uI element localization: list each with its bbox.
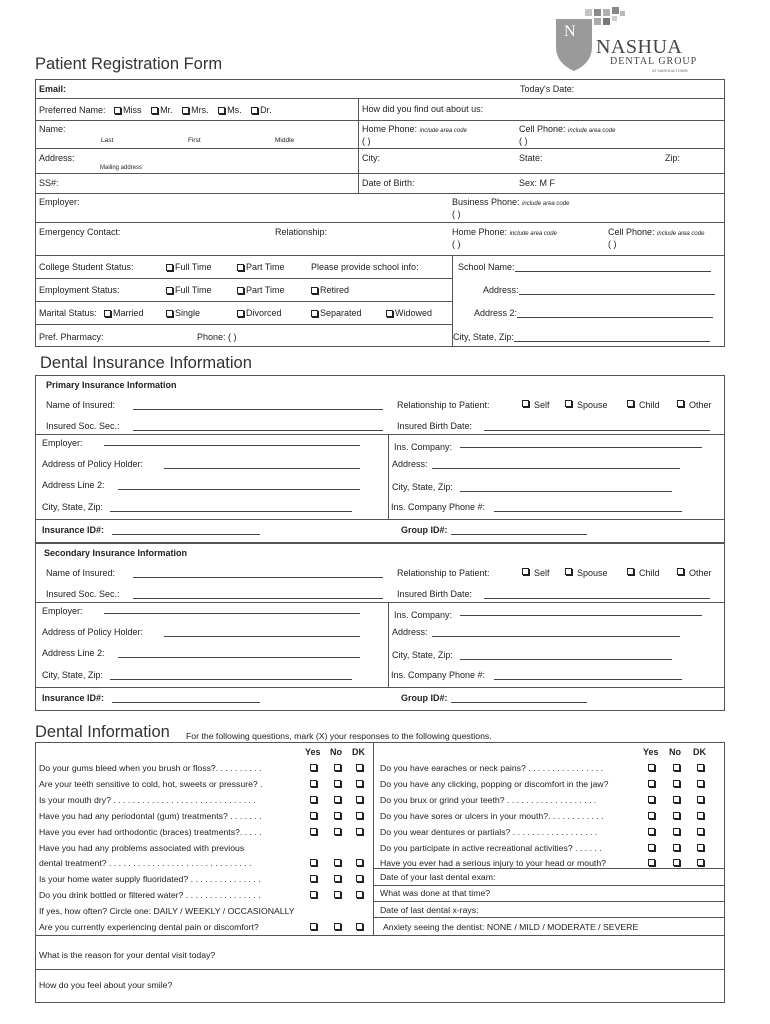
left-q6-no-checkbox[interactable] — [334, 859, 341, 866]
secondary-relationship-label: Relationship to Patient: — [397, 568, 490, 578]
right-q6-no-checkbox[interactable] — [673, 859, 680, 866]
emergency-home-phone-paren: ( ) — [452, 239, 461, 249]
emergency-contact-label: Emergency Contact: — [39, 227, 121, 237]
primary-ins-address-label: Address: — [392, 459, 428, 469]
primary-self-label: Self — [534, 400, 550, 410]
left-q10-no-checkbox[interactable] — [334, 923, 341, 930]
how-find-label: How did you find out about us: — [362, 104, 484, 114]
left-q10-dk-checkbox[interactable] — [356, 923, 363, 930]
primary-policy-city-state-zip-label: City, State, Zip: — [42, 502, 103, 512]
right-q0-yes-checkbox[interactable] — [648, 764, 655, 771]
right-q2-no-checkbox[interactable] — [673, 796, 680, 803]
left-q3-dk-checkbox[interactable] — [356, 812, 363, 819]
business-phone-field[interactable]: Business Phone: include area code — [452, 197, 570, 207]
right-q1-yes-checkbox[interactable] — [648, 780, 655, 787]
left-question-10: Are you currently experiencing dental pain or discomfort? — [39, 922, 259, 932]
todays-date-label: Today's Date: — [520, 84, 575, 94]
form-title: Patient Registration Form — [35, 55, 223, 73]
secondary-self-label: Self — [534, 568, 550, 578]
secondary-ins-city-state-zip-line[interactable] — [460, 659, 672, 660]
mailing-address-caption: Mailing address — [100, 165, 143, 171]
email-label: Email: — [39, 84, 67, 94]
married-option[interactable]: Married — [104, 308, 144, 318]
school-address-field[interactable]: Address: — [483, 285, 715, 295]
cell-phone-field[interactable]: Cell Phone: include area code — [519, 124, 616, 134]
checkbox-icon — [237, 287, 244, 294]
left-q1-dk-checkbox[interactable] — [356, 780, 363, 787]
right-dk-header: DK — [693, 747, 706, 757]
emergency-cell-phone-field[interactable]: Cell Phone: include area code — [608, 227, 705, 237]
secondary-self-checkbox[interactable] — [522, 568, 529, 575]
employment-status-label: Employment Status: — [39, 285, 120, 295]
last-name-caption: Last — [101, 137, 114, 144]
ss-label: SS#: — [39, 178, 59, 188]
checkbox-icon — [311, 287, 318, 294]
primary-insurance-id-line[interactable] — [112, 534, 260, 535]
ms-option[interactable]: Ms. — [218, 105, 242, 115]
primary-soc-sec-label: Insured Soc. Sec.: — [46, 421, 120, 431]
checkbox-icon — [237, 264, 244, 271]
left-q8-yes-checkbox[interactable] — [310, 891, 317, 898]
left-q6-yes-checkbox[interactable] — [310, 859, 317, 866]
primary-ins-city-state-zip-label: City, State, Zip: — [392, 482, 453, 492]
school-address2-field[interactable]: Address 2: — [474, 308, 713, 318]
right-q4-no-checkbox[interactable] — [673, 828, 680, 835]
state-label: State: — [519, 153, 543, 163]
primary-insurance-id-label: Insurance ID#: — [42, 525, 105, 535]
secondary-soc-sec-label: Insured Soc. Sec.: — [46, 589, 120, 599]
dental-section-title: Dental Information — [35, 723, 170, 741]
secondary-insurance-id-label: Insurance ID#: — [42, 693, 105, 703]
last-exam-label: Date of your last dental exam: — [380, 872, 496, 882]
primary-name-insured-label: Name of Insured: — [46, 400, 116, 410]
visit-reason-label: What is the reason for your dental visit today? — [39, 950, 216, 960]
secondary-policy-city-state-zip-label: City, State, Zip: — [42, 670, 103, 680]
primary-employer-line[interactable] — [104, 445, 360, 446]
secondary-ins-address-line[interactable] — [432, 636, 680, 637]
divorced-option[interactable]: Divorced — [237, 308, 282, 318]
primary-spouse-label: Spouse — [577, 400, 608, 410]
secondary-address-line2-line[interactable] — [118, 657, 360, 658]
dr-option[interactable]: Dr. — [251, 105, 272, 115]
primary-group-id-label: Group ID#: — [401, 525, 448, 535]
right-question-1: Do you have any clicking, popping or discomfort in the jaw? — [380, 779, 609, 789]
college-full-time-option[interactable]: Full Time — [166, 262, 212, 272]
employment-full-time-option[interactable]: Full Time — [166, 285, 212, 295]
secondary-policy-city-state-zip-line[interactable] — [110, 679, 352, 680]
right-no-header: No — [669, 747, 681, 757]
secondary-employer-line[interactable] — [104, 613, 360, 614]
primary-other-label: Other — [689, 400, 712, 410]
primary-ins-address-line[interactable] — [432, 468, 680, 469]
employment-part-time-option[interactable]: Part Time — [237, 285, 285, 295]
left-q3-yes-checkbox[interactable] — [310, 812, 317, 819]
secondary-insurance-header: Secondary Insurance Information — [44, 548, 188, 558]
left-question-5: Have you had any problems associated with previous — [39, 843, 245, 853]
logo — [556, 5, 716, 75]
right-q6-yes-checkbox[interactable] — [648, 859, 655, 866]
secondary-ins-company-label: Ins. Company: — [394, 610, 453, 620]
secondary-group-id-line[interactable] — [451, 702, 587, 703]
secondary-birth-date-line[interactable] — [484, 598, 710, 599]
right-q3-yes-checkbox[interactable] — [648, 812, 655, 819]
dob-label: Date of Birth: — [362, 178, 415, 188]
city-label: City: — [362, 153, 380, 163]
primary-child-label: Child — [639, 400, 660, 410]
left-q2-dk-checkbox[interactable] — [356, 796, 363, 803]
primary-policy-holder-label: Address of Policy Holder: — [42, 459, 144, 469]
insurance-section-title: Dental Insurance Information — [40, 354, 252, 372]
left-question-2: Is your mouth dry? . . . . . . . . . . . . . . . . . . . . . . . . . . . . . . — [39, 795, 256, 805]
primary-birth-date-label: Insured Birth Date: — [397, 421, 473, 431]
mr-option[interactable]: Mr. — [151, 105, 173, 115]
left-q6-dk-checkbox[interactable] — [356, 859, 363, 866]
right-q1-dk-checkbox[interactable] — [697, 780, 704, 787]
left-question-8: Do you drink bottled or filtered water? . . . . . . . . . . . . . . . . — [39, 890, 261, 900]
preferred-name-label: Preferred Name: — [39, 105, 106, 115]
college-status-label: College Student Status: — [39, 262, 134, 272]
left-q7-no-checkbox[interactable] — [334, 875, 341, 882]
left-question-6: dental treatment? . . . . . . . . . . . . . . . . . . . . . . . . . . . . . . — [39, 858, 252, 868]
logo-tagline: AT NASHUA TOWN — [652, 68, 688, 73]
checkbox-icon — [114, 107, 121, 114]
left-q4-yes-checkbox[interactable] — [310, 828, 317, 835]
left-q2-yes-checkbox[interactable] — [310, 796, 317, 803]
home-phone-field[interactable]: Home Phone: include area code — [362, 124, 467, 134]
right-yes-header: Yes — [643, 747, 659, 757]
right-question-4: Do you wear dentures or partials? . . . . . . . . . . . . . . . . . . — [380, 827, 598, 837]
primary-self-checkbox[interactable] — [522, 400, 529, 407]
middle-name-caption: Middle — [275, 137, 295, 144]
emergency-cell-phone-paren: ( ) — [608, 239, 617, 249]
employment-retired-option[interactable]: Retired — [311, 285, 349, 295]
left-q8-dk-checkbox[interactable] — [356, 891, 363, 898]
secondary-spouse-checkbox[interactable] — [565, 568, 572, 575]
left-q1-no-checkbox[interactable] — [334, 780, 341, 787]
left-question-9: If yes, how often? Circle one: DAILY / WEEKLY / OCCASIONALLY — [39, 906, 295, 916]
miss-option[interactable]: Miss — [114, 105, 142, 115]
marital-status-label: Marital Status: — [39, 308, 97, 318]
secondary-company-phone-line[interactable] — [494, 679, 682, 680]
primary-soc-sec-line[interactable] — [133, 430, 383, 431]
widowed-option[interactable]: Widowed — [386, 308, 432, 318]
right-q6-dk-checkbox[interactable] — [697, 859, 704, 866]
primary-policy-holder-line[interactable] — [164, 468, 360, 469]
primary-birth-date-line[interactable] — [484, 430, 710, 431]
preferred-name-row — [39, 105, 272, 115]
left-question-0: Do your gums bleed when you brush or floss?. . . . . . . . . . — [39, 763, 262, 773]
secondary-other-label: Other — [689, 568, 712, 578]
primary-spouse-checkbox[interactable] — [565, 400, 572, 407]
school-city-state-zip-field[interactable]: City, State, Zip: — [453, 332, 710, 342]
secondary-spouse-label: Spouse — [577, 568, 608, 578]
sex-field[interactable]: Sex: M F — [519, 178, 556, 188]
primary-insurance-header: Primary Insurance Information — [46, 380, 177, 390]
right-q4-yes-checkbox[interactable] — [648, 828, 655, 835]
right-q0-no-checkbox[interactable] — [673, 764, 680, 771]
left-q4-dk-checkbox[interactable] — [356, 828, 363, 835]
logo-mark: N — [564, 23, 576, 40]
left-question-4: Have you ever had orthodontic (braces) treatments?. . . . . — [39, 827, 262, 837]
left-q8-no-checkbox[interactable] — [334, 891, 341, 898]
primary-relationship-label: Relationship to Patient: — [397, 400, 490, 410]
right-q3-dk-checkbox[interactable] — [697, 812, 704, 819]
checkbox-icon — [311, 310, 318, 317]
logo-subname: DENTAL GROUP — [610, 56, 698, 67]
business-phone-paren: ( ) — [452, 209, 461, 219]
checkbox-icon — [251, 107, 258, 114]
checkbox-icon — [386, 310, 393, 317]
emergency-home-phone-field[interactable]: Home Phone: include area code — [452, 227, 557, 237]
left-q0-dk-checkbox[interactable] — [356, 764, 363, 771]
secondary-birth-date-label: Insured Birth Date: — [397, 589, 473, 599]
left-question-3: Have you had any periodontal (gum) treatments? . . . . . . . — [39, 811, 262, 821]
checkbox-icon — [166, 287, 173, 294]
left-q2-no-checkbox[interactable] — [334, 796, 341, 803]
last-xray-label: Date of last dental x-rays: — [380, 905, 479, 915]
secondary-other-checkbox[interactable] — [677, 568, 684, 575]
zip-label: Zip: — [665, 153, 681, 163]
left-q4-no-checkbox[interactable] — [334, 828, 341, 835]
dental-instruction: For the following questions, mark (X) your responses to the following questions. — [186, 731, 492, 741]
college-part-time-option[interactable]: Part Time — [237, 262, 285, 272]
address-label: Address: — [39, 153, 75, 163]
home-phone-paren: ( ) — [362, 136, 371, 146]
right-q4-dk-checkbox[interactable] — [697, 828, 704, 835]
left-q7-dk-checkbox[interactable] — [356, 875, 363, 882]
primary-employer-label: Employer: — [42, 438, 83, 448]
primary-policy-city-state-zip-line[interactable] — [110, 511, 352, 512]
checkbox-icon — [182, 107, 189, 114]
logo-name: NASHUA — [596, 36, 683, 58]
right-question-5: Do you participate in active recreational activities? . . . . . . — [380, 843, 602, 853]
first-name-caption: First — [188, 137, 201, 144]
secondary-soc-sec-line[interactable] — [133, 598, 383, 599]
relationship-label: Relationship: — [275, 227, 328, 237]
right-q5-yes-checkbox[interactable] — [648, 844, 655, 851]
checkbox-icon — [218, 107, 225, 114]
right-question-2: Do you brux or grind your teeth? . . . . . . . . . . . . . . . . . . . — [380, 795, 597, 805]
right-question-3: Do you have sores or ulcers in your mouth?. . . . . . . . . . . . — [380, 811, 604, 821]
pharmacy-label: Pref. Pharmacy: — [39, 332, 104, 342]
smile-feeling-label: How do you feel about your smile? — [39, 980, 173, 990]
anxiety-scale[interactable]: Anxiety seeing the dentist: NONE / MILD / MODERATE / SEVERE — [383, 922, 639, 932]
left-question-7: Is your home water supply fluoridated? . . . . . . . . . . . . . . . — [39, 874, 261, 884]
cell-phone-paren: ( ) — [519, 136, 528, 146]
primary-ins-company-label: Ins. Company: — [394, 442, 453, 452]
primary-ins-city-state-zip-line[interactable] — [460, 491, 672, 492]
name-label: Name: — [39, 124, 66, 134]
secondary-insurance-id-line[interactable] — [112, 702, 260, 703]
right-question-0: Do you have earaches or neck pains? . . . . . . . . . . . . . . . . — [380, 763, 604, 773]
single-option[interactable]: Single — [166, 308, 200, 318]
separated-option[interactable]: Separated — [311, 308, 362, 318]
secondary-name-insured-line[interactable] — [133, 577, 383, 578]
secondary-company-phone-label: Ins. Company Phone #: — [391, 670, 486, 680]
primary-name-insured-line[interactable] — [133, 409, 383, 410]
left-dk-header: DK — [352, 747, 365, 757]
primary-group-id-line[interactable] — [451, 534, 587, 535]
school-name-field[interactable]: School Name: — [458, 262, 711, 272]
checkbox-icon — [151, 107, 158, 114]
primary-company-phone-label: Ins. Company Phone #: — [391, 502, 486, 512]
secondary-address-line2-label: Address Line 2: — [42, 648, 105, 658]
checkbox-icon — [237, 310, 244, 317]
checkbox-icon — [166, 310, 173, 317]
what-done-label: What was done at that time? — [380, 888, 491, 898]
right-q5-dk-checkbox[interactable] — [697, 844, 704, 851]
left-q0-yes-checkbox[interactable] — [310, 764, 317, 771]
primary-child-checkbox[interactable] — [627, 400, 634, 407]
employer-label: Employer: — [39, 197, 80, 207]
school-info-label: Please provide school info: — [311, 262, 419, 272]
primary-ins-company-line[interactable] — [460, 447, 702, 448]
right-q0-dk-checkbox[interactable] — [697, 764, 704, 771]
checkbox-icon — [166, 264, 173, 271]
left-q7-yes-checkbox[interactable] — [310, 875, 317, 882]
secondary-group-id-label: Group ID#: — [401, 693, 448, 703]
right-question-6: Have you ever had a serious injury to your head or mouth? — [380, 858, 607, 868]
secondary-ins-address-label: Address: — [392, 627, 428, 637]
secondary-name-insured-label: Name of Insured: — [46, 568, 116, 578]
pharmacy-phone-field[interactable]: Phone: ( ) — [197, 332, 237, 342]
primary-address-line2-line[interactable] — [118, 489, 360, 490]
secondary-ins-city-state-zip-label: City, State, Zip: — [392, 650, 453, 660]
secondary-policy-holder-line[interactable] — [164, 636, 360, 637]
left-yes-header: Yes — [305, 747, 321, 757]
primary-company-phone-line[interactable] — [494, 511, 682, 512]
left-question-1: Are your teeth sensitive to cold, hot, sweets or pressure? . — [39, 779, 263, 789]
right-q2-dk-checkbox[interactable] — [697, 796, 704, 803]
primary-address-line2-label: Address Line 2: — [42, 480, 105, 490]
right-q2-yes-checkbox[interactable] — [648, 796, 655, 803]
mrs-option[interactable]: Mrs. — [182, 105, 209, 115]
right-q3-no-checkbox[interactable] — [673, 812, 680, 819]
right-q5-no-checkbox[interactable] — [673, 844, 680, 851]
left-q1-yes-checkbox[interactable] — [310, 780, 317, 787]
left-q10-yes-checkbox[interactable] — [310, 923, 317, 930]
secondary-child-checkbox[interactable] — [627, 568, 634, 575]
secondary-employer-label: Employer: — [42, 606, 83, 616]
secondary-policy-holder-label: Address of Policy Holder: — [42, 627, 144, 637]
secondary-ins-company-line[interactable] — [460, 615, 702, 616]
left-no-header: No — [330, 747, 342, 757]
right-q1-no-checkbox[interactable] — [673, 780, 680, 787]
secondary-child-label: Child — [639, 568, 660, 578]
primary-other-checkbox[interactable] — [677, 400, 684, 407]
left-q0-no-checkbox[interactable] — [334, 764, 341, 771]
left-q3-no-checkbox[interactable] — [334, 812, 341, 819]
checkbox-icon — [104, 310, 111, 317]
